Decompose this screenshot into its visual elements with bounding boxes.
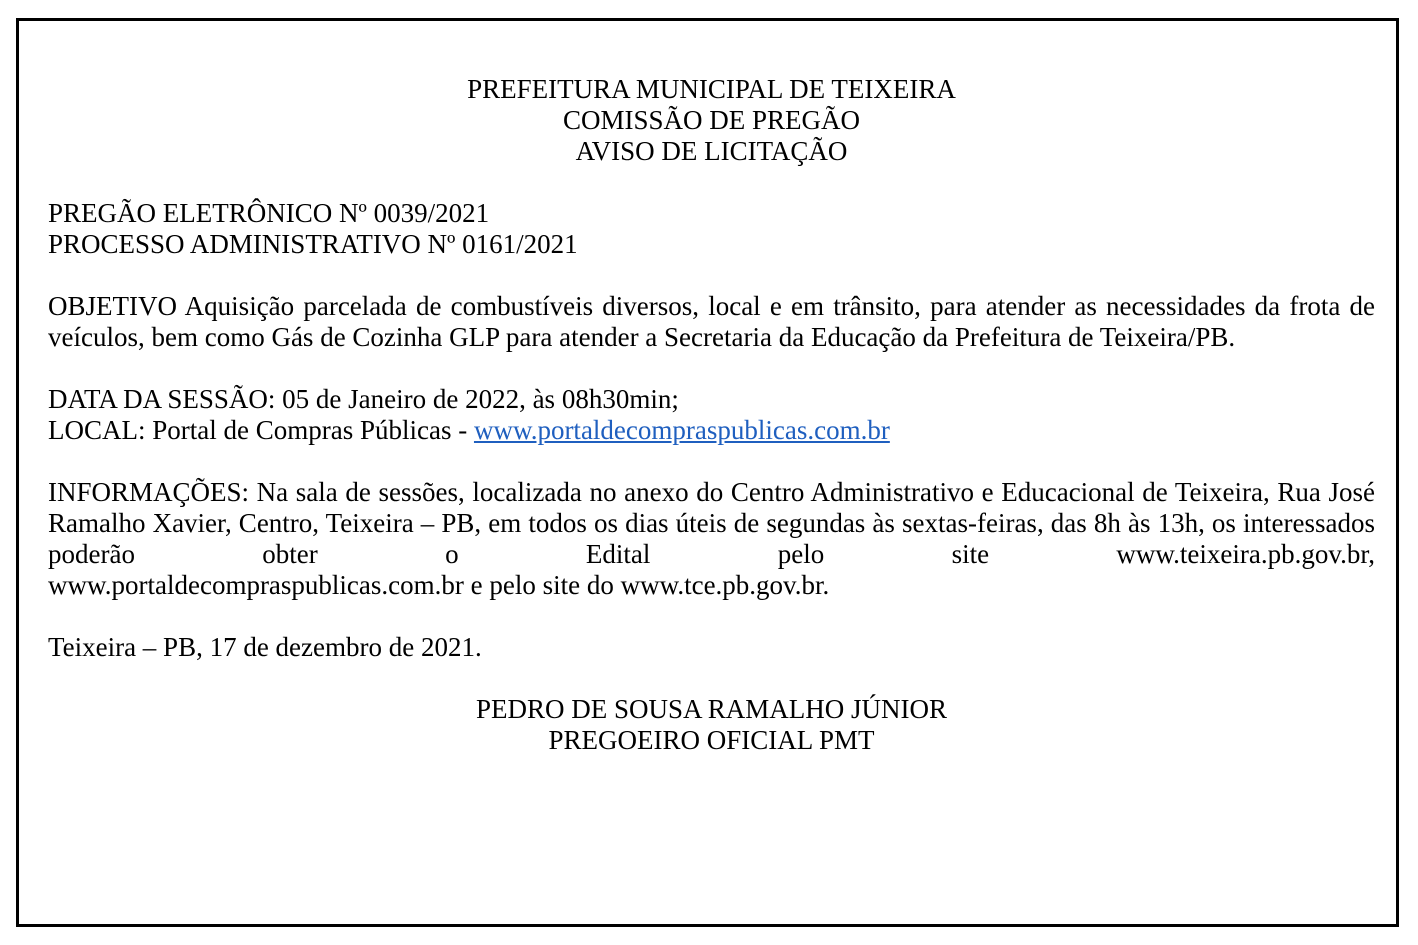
signature-block — [48, 694, 1375, 756]
processo-number: PROCESSO ADMINISTRATIVO Nº 0161/2021 — [48, 229, 578, 259]
place-date: Teixeira – PB, 17 de dezembro de 2021. — [48, 632, 482, 662]
sessao-date: DATA DA SESSÃO: 05 de Janeiro de 2022, às 08h30min; — [48, 384, 679, 414]
pregao-number: PREGÃO ELETRÔNICO Nº 0039/2021 — [48, 198, 490, 228]
portal-link[interactable]: www.portaldecompraspublicas.com.br — [473, 415, 890, 445]
header-municipality: PREFEITURA MUNICIPAL DE TEIXEIRA — [467, 74, 956, 104]
notice-content — [48, 74, 1375, 756]
informacoes-last-line: www.portaldecompraspublicas.com.br e pelo site do www.tce.pb.gov.br. — [48, 570, 830, 600]
sessao-local — [48, 415, 1375, 446]
sessao-block — [48, 384, 1375, 446]
notice-header — [48, 74, 1375, 167]
header-notice-type: AVISO DE LICITAÇÃO — [575, 136, 848, 166]
header-commission: COMISSÃO DE PREGÃO — [562, 105, 861, 135]
informacoes-paragraph — [48, 477, 1375, 601]
sessao-local-label: LOCAL: Portal de Compras Públicas - — [48, 415, 474, 445]
signer-role: PREGOEIRO OFICIAL PMT — [548, 725, 875, 755]
informacoes-main-text: INFORMAÇÕES: Na sala de sessões, localizada no anexo do Centro Administrativo e Educacional de Teixeira, Rua José Ramalho Xavier, Centro, Teixeira – PB, em todos os dias úteis de segundas às sextas-feiras, das 8h às 13h, os interessados poderão obter o Edital pelo site www.teixeira.pb.gov.br, — [48, 477, 1375, 569]
objetivo-paragraph: OBJETIVO Aquisição parcelada de combustíveis diversos, local e em trânsito, para atender as necessidades da frota de veículos, bem como Gás de Cozinha GLP para atender a Secretaria da Educação da Prefeitura de Teixeira/PB. — [48, 291, 1375, 352]
notice-references — [48, 198, 1375, 260]
signer-name: PEDRO DE SOUSA RAMALHO JÚNIOR — [475, 694, 948, 724]
